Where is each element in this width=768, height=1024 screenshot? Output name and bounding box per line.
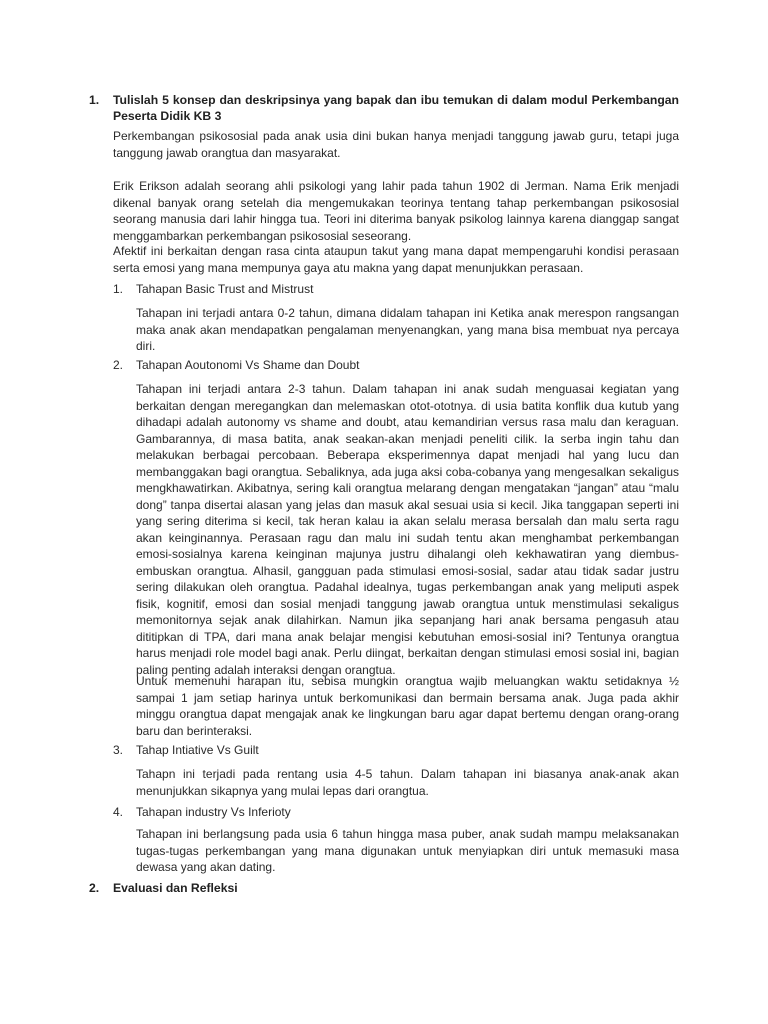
stage-title: Tahapan Aoutonomi Vs Shame dan Doubt <box>136 358 360 372</box>
stage-paragraph: Untuk memenuhi harapan itu, sebisa mungkin orangtua wajib meluangkan waktu setidaknya ½ sampai 1 jam setiap harinya untuk berkomunikasi dan bermain bersama anak. Juga pada akhir minggu orangtua dapat mengajak anak ke lingkungan baru agar dapat bertemu dengan orang-orang baru dan berinteraksi. <box>136 674 679 738</box>
stage-heading <box>113 742 679 759</box>
stage-title: Tahapan Basic Trust and Mistrust <box>136 282 314 296</box>
question-title: Tulislah 5 konsep dan deskripsinya yang bapak dan ibu temukan di dalam modul Perkembangan Peserta Didik KB 3 <box>113 93 679 123</box>
intro-paragraph: Afektif ini berkaitan dengan rasa cinta ataupun takut yang mana dapat mempengaruhi kondisi perasaan serta emosi yang mana mempunya gaya atu makna yang dapat menunjukkan perasaan. <box>113 244 679 275</box>
stage-paragraph: Tahapan ini terjadi antara 0-2 tahun, dimana didalam tahapan ini Ketika anak merespon rangsangan maka anak akan mendapatkan pengalaman menyenangkan, yang mana bisa membuat nya percaya diri. <box>136 306 679 353</box>
intro-paragraph: Perkembangan psikososial pada anak usia dini bukan hanya menjadi tanggung jawab guru, tetapi juga tanggung jawab orangtua dan masyarakat. <box>113 129 679 160</box>
stage-number: 1. <box>113 282 124 296</box>
question-number: 1. <box>89 93 100 107</box>
stage-heading <box>113 281 679 298</box>
stage-paragraph: Tahapn ini terjadi pada rentang usia 4-5 tahun. Dalam tahapan ini biasanya anak-anak akan menunjukkan sikapnya yang mulai lepas dari orangtua. <box>136 767 679 798</box>
stage-number: 3. <box>113 743 124 757</box>
question-2-heading <box>89 880 679 896</box>
stage-heading <box>113 804 679 821</box>
intro-paragraph: Erik Erikson adalah seorang ahli psikologi yang lahir pada tahun 1902 di Jerman. Nama Erik menjadi dikenal banyak orang setelah dia mengemukakan teorinya tentang tahap perkembangan psikososial seorang manusia dari lahir hingga tua. Teori ini diterima banyak psikolog lainnya karena dianggap sangat menggambarkan perkembangan psikososial seseorang. <box>113 179 679 243</box>
stage-paragraph: Tahapan ini berlangsung pada usia 6 tahun hingga masa puber, anak sudah mampu melaksanakan tugas-tugas perkembangan yang mana digunakan untuk menyiapkan diri untuk memasuki masa dewasa yang akan dating. <box>136 827 679 874</box>
stage-heading <box>113 357 679 374</box>
stage-paragraph: Tahapan ini terjadi antara 2-3 tahun. Dalam tahapan ini anak sudah menguasai kegiatan yang berkaitan dengan meregangkan dan melemaskan otot-ototnya. di usia batita konflik dua kutub yang dihadapi adalah autonomy vs shame and doubt, atau kemandirian versus rasa malu dan keraguan. Gambarannya, di masa batita, anak seakan-akan menjadi peneliti cilik. Ia serba ingin tahu dan melakukan berbagai percobaan. Beberapa eksperimennya dapat menjadi hal yang lucu dan membanggakan bagi orangtua. Sebaliknya, ada juga aksi coba-cobanya yang mengesalkan sekaligus mengkhawatirkan. Akibatnya, sering kali orangtua melarang dengan mengatakan “jangan” atau “malu dong” tanpa disertai alasan yang jelas dan masuk akal sesuai usia si kecil. Jika tanggapan seperti ini yang sering diterima si kecil, tak heran kalau ia akan selalu merasa bersalah dan malu serta ragu akan keinginannya. Perasaan ragu dan malu ini sudah tentu akan menghambat perkembangan emosi-sosialnya karena keinginan majunya justru dihalangi oleh kekhawatiran yang diembus-embuskan orangtua. Alhasil, gangguan pada stimulasi emosi-sosial, sadar atau tidak sadar justru sering dilakukan oleh orangtua. Padahal idealnya, tugas perkembangan anak yang meliputi aspek fisik, kognitif, emosi dan sosial menjadi tanggung jawab orangtua untuk menstimulasi sekaligus memonitornya sejak anak dilahirkan. Namun jika sepanjang hari anak bersama pengasuh atau dititipkan di TPA, dari mana anak belajar mengisi kebutuhan emosi-sosial ini? Tentunya orangtua harus menjadi role model bagi anak. Perlu diingat, berkaitan dengan stimulasi emosi sosial ini, bagian paling penting adalah interaksi dengan orangtua. <box>136 382 679 677</box>
stage-title: Tahapan industry Vs Inferioty <box>136 805 291 819</box>
question-title: Evaluasi dan Refleksi <box>113 881 238 895</box>
question-number: 2. <box>89 881 100 895</box>
stage-number: 2. <box>113 358 124 372</box>
question-1-heading <box>89 92 679 124</box>
stage-title: Tahap Intiative Vs Guilt <box>136 743 259 757</box>
stage-number: 4. <box>113 805 124 819</box>
